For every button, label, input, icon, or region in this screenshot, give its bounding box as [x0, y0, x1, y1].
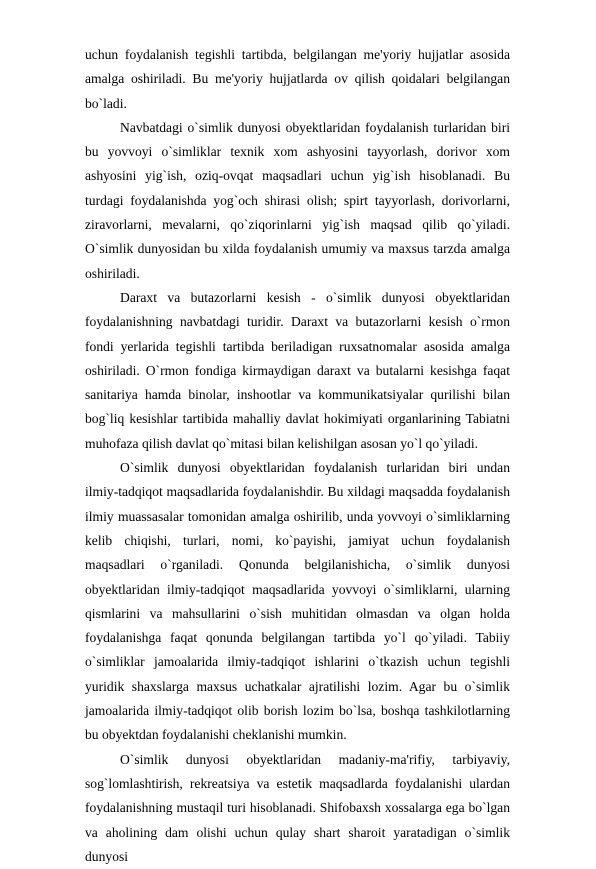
paragraph-4: O`simlik dunyosi obyektlaridan foydalanish turlaridan biri undan ilmiy-tadqiqot maqsadlarida foydalanishdir. Bu xildagi maqsadda foydalanish ilmiy muassasalar tomonidan amalga oshirilib, unda yovvoyi o`simliklarning kelib chiqishi, turlari, nomi, ko`payishi, jamiyat uchun foydalanish maqsadlari o`rganiladi. Qonunda belgilanishicha, o`simlik dunyosi obyektlaridan ilmiy-tadqiqot maqsadlarida yovvoyi o`simliklarni, ularning qismlarini va mahsullarini o`sish muhitidan olmasdan va olgan holda foydalanishga faqat qonunda belgilangan tartibda yo`l qo`yiladi. Tabiiy o`simliklar jamoalarida ilmiy-tadqiqot ishlarini o`tkazish uchun tegishli yuridik shaxslarga maxsus uchatkalar ajratilishi lozim. Agar bu o`simlik jamoalarida ilmiy-tadqiqot olib borish lozim bo`lsa, boshqa tashkilotlarning bu obyektdan foydalanishi cheklanishi mumkin. — [85, 460, 510, 743]
document-body — [85, 43, 510, 869]
paragraph-3: Daraxt va butazorlarni kesish - o`simlik dunyosi obyektlaridan foydalanishning navbatdagi turidir. Daraxt va butazorlarni kesish o`rmon fondi yerlarida tegishli tartibda beriladigan ruxsatnomalar asosida amalga oshiriladi. O`rmon fondiga kirmaydigan daraxt va butalarni kesishga faqat sanitariya hamda binolar, inshootlar va kommunikatsiyalar qurilishi bilan bog`liq kesishlar tartibida mahalliy davlat hokimiyati organlarining Tabiatni muhofaza qilish davlat qo`mitasi bilan kelishilgan asosan yo`l qo`yiladi. — [85, 289, 510, 451]
paragraph-5: O`simlik dunyosi obyektlaridan madaniy-ma'rifiy, tarbiyaviy, sog`lomlashtirish, rekreatsiya va estetik maqsadlarda foydalanishi ulardan foydalanishning mustaqil turi hisoblanadi. Shifobaxsh xossalarga ega bo`lgan va aholining dam olishi uchun qulay shart sharoit yaratadigan o`simlik dunyosi — [85, 751, 510, 864]
paragraph-1: uchun foydalanish tegishli tartibda, belgilangan me'yoriy hujjatlar asosida amalga oshiriladi. Bu me'yoriy hujjatlarda ov qilish qoidalari belgilangan bo`ladi. — [85, 47, 510, 111]
paragraph-2: Navbatdagi o`simlik dunyosi obyektlaridan foydalanish turlaridan biri bu yovvoyi o`simliklar texnik xom ashyosini tayyorlash, dorivor xom ashyosini yig`ish, oziq-ovqat maqsadlari uchun yig`ish hisoblanadi. Bu turdagi foydalanishda yog`och shirasi olish; spirt tayyorlash, dorivorlarni, ziravorlarni, mevalarni, qo`ziqorinlarni yig`ish maqsad qilib qo`yiladi. O`simlik dunyosidan bu xilda foydalanish umumiy va maxsus tarzda amalga oshiriladi. — [85, 119, 510, 281]
